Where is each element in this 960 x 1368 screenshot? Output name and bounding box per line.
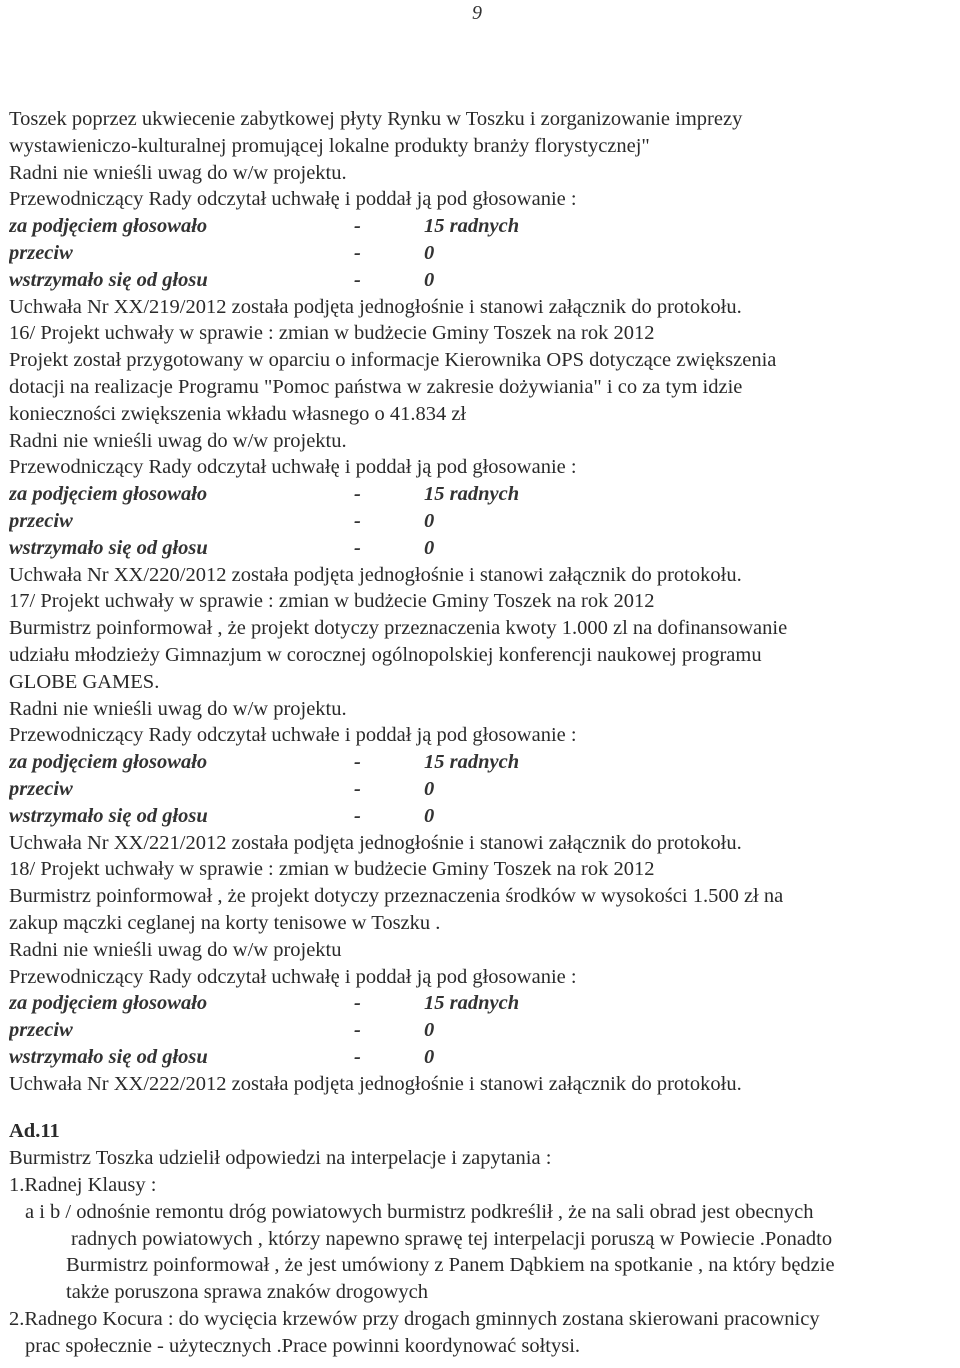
vote-label: wstrzymało się od głosu xyxy=(9,536,208,559)
vote-line xyxy=(9,1044,954,1071)
vote-label: wstrzymało się od głosu xyxy=(9,804,208,827)
text-line: GLOBE GAMES. xyxy=(9,670,160,693)
text-line: Burmistrz poinformował , że jest umówiony z Panem Dąbkiem na spotkanie , na który będzie xyxy=(66,1254,835,1277)
text-line: Burmistrz Toszka udzielił odpowiedzi na interpelacje i zapytania : xyxy=(9,1147,552,1170)
text-line: Toszek poprzez ukwiecenie zabytkowej płyty Rynku w Toszku i zorganizowanie imprezy xyxy=(9,108,743,130)
vote-value: 0 xyxy=(424,536,435,559)
text-line: a i b / odnośnie remontu dróg powiatowych burmistrz podkreślił , że na sali obrad jest obecnych xyxy=(25,1200,814,1223)
vote-label: wstrzymało się od głosu xyxy=(9,268,208,291)
text-line: Radni nie wnieśli uwag do w/w projektu. xyxy=(9,161,347,184)
vote-label: przeciw xyxy=(9,1019,73,1042)
text-line: 16/ Projekt uchwały w sprawie : zmian w budżecie Gminy Toszek na rok 2012 xyxy=(9,322,655,345)
vote-line xyxy=(9,535,954,562)
vote-line xyxy=(9,213,954,240)
vote-value: 0 xyxy=(424,509,435,532)
vote-dash: - xyxy=(354,804,361,827)
document-body xyxy=(9,106,954,1360)
vote-value: 0 xyxy=(424,241,435,264)
vote-dash: - xyxy=(354,1019,361,1042)
vote-value: 15 radnych xyxy=(424,215,520,238)
text-line: prac społecznie - użytecznych .Prace powinni koordynować sołtysi. xyxy=(25,1334,581,1357)
text-line: 1.Radnej Klausy : xyxy=(9,1174,157,1197)
vote-dash: - xyxy=(354,483,361,506)
vote-dash: - xyxy=(354,992,361,1015)
text-line: zakup mączki ceglanej na korty tenisowe w Toszku . xyxy=(9,911,441,934)
vote-value: 0 xyxy=(424,777,435,800)
text-line: Przewodniczący Rady odczytał uchwałę i poddał ją pod głosowanie : xyxy=(9,188,577,211)
text-line: 18/ Projekt uchwały w sprawie : zmian w budżecie Gminy Toszek na rok 2012 xyxy=(9,858,655,881)
text-line: dotacji na realizacje Programu "Pomoc państwa w zakresie dożywiania" i co za tym idzie xyxy=(9,375,743,398)
text-line: Uchwała Nr XX/221/2012 została podjęta jednogłośnie i stanowi załącznik do protokołu. xyxy=(9,831,742,854)
vote-label: przeciw xyxy=(9,241,73,264)
vote-line xyxy=(9,749,954,776)
vote-label: przeciw xyxy=(9,509,73,532)
vote-dash: - xyxy=(354,1045,361,1068)
text-line: udziału młodzieży Gimnazjum w corocznej ogólnopolskiej konferencji naukowej programu xyxy=(9,643,762,666)
vote-line xyxy=(9,267,954,294)
vote-value: 15 radnych xyxy=(424,751,520,774)
text-line: radnych powiatowych , którzy napewno sprawę tej interpelacji poruszą w Powiecie .Ponadto xyxy=(71,1227,833,1250)
text-line: Projekt został przygotowany w oparciu o informacje Kierownika OPS dotyczące zwiększenia xyxy=(9,349,777,372)
vote-line xyxy=(9,240,954,267)
vote-label: wstrzymało się od głosu xyxy=(9,1045,208,1068)
vote-value: 15 radnych xyxy=(424,992,520,1015)
vote-dash: - xyxy=(354,215,361,238)
text-line: Burmistrz poinformował , że projekt dotyczy przeznaczenia kwoty 1.000 zl na dofinansowanie xyxy=(9,617,788,640)
text-line: Przewodniczący Rady odczytał uchwałę i poddał ją pod głosowanie : xyxy=(9,965,577,988)
vote-value: 0 xyxy=(424,804,435,827)
text-line: Radni nie wnieśli uwag do w/w projektu xyxy=(9,938,342,961)
text-line: także poruszona sprawa znaków drogowych xyxy=(66,1281,429,1304)
vote-label: za podjęciem głosowało xyxy=(9,483,208,506)
vote-label: za podjęciem głosowało xyxy=(9,751,208,774)
text-line: Uchwała Nr XX/219/2012 została podjęta jednogłośnie i stanowi załącznik do protokołu. xyxy=(9,295,742,318)
vote-line xyxy=(9,990,954,1017)
vote-dash: - xyxy=(354,536,361,559)
vote-dash: - xyxy=(354,751,361,774)
page-number: 9 xyxy=(472,2,482,24)
vote-value: 0 xyxy=(424,1045,435,1068)
vote-dash: - xyxy=(354,509,361,532)
text-line: Uchwała Nr XX/220/2012 została podjęta jednogłośnie i stanowi załącznik do protokołu. xyxy=(9,563,742,586)
section-heading: Ad.11 xyxy=(9,1120,60,1143)
text-line: Burmistrz poinformował , że projekt dotyczy przeznaczenia środków w wysokości 1.500 zł na xyxy=(9,885,784,908)
vote-line xyxy=(9,481,954,508)
vote-label: za podjęciem głosowało xyxy=(9,215,208,238)
text-line: 2.Radnego Kocura : do wycięcia krzewów przy drogach gminnych zostana skierowani pracownicy xyxy=(9,1308,820,1331)
text-line: Przewodniczący Rady odczytał uchwałę i poddał ją pod głosowanie : xyxy=(9,456,577,479)
text-line: wystawieniczo-kulturalnej promującej lokalne produkty branży florystycznej" xyxy=(9,134,650,157)
vote-label: przeciw xyxy=(9,777,73,800)
text-line: Radni nie wnieśli uwag do w/w projektu. xyxy=(9,697,347,720)
vote-line xyxy=(9,803,954,830)
vote-dash: - xyxy=(354,777,361,800)
vote-value: 0 xyxy=(424,1019,435,1042)
vote-label: za podjęciem głosowało xyxy=(9,992,208,1015)
vote-dash: - xyxy=(354,268,361,291)
vote-value: 0 xyxy=(424,268,435,291)
vote-line xyxy=(9,508,954,535)
vote-value: 15 radnych xyxy=(424,483,520,506)
text-line: Przewodniczący Rady odczytał uchwałe i poddał ją pod głosowanie : xyxy=(9,724,577,747)
vote-line xyxy=(9,776,954,803)
text-line: konieczności zwiększenia wkładu własnego o 41.834 zł xyxy=(9,402,467,425)
text-line: 17/ Projekt uchwały w sprawie : zmian w budżecie Gminy Toszek na rok 2012 xyxy=(9,590,655,613)
text-line: Uchwała Nr XX/222/2012 została podjęta jednogłośnie i stanowi załącznik do protokołu. xyxy=(9,1072,742,1095)
text-line: Radni nie wnieśli uwag do w/w projektu. xyxy=(9,429,347,452)
vote-line xyxy=(9,1017,954,1044)
vote-dash: - xyxy=(354,241,361,264)
